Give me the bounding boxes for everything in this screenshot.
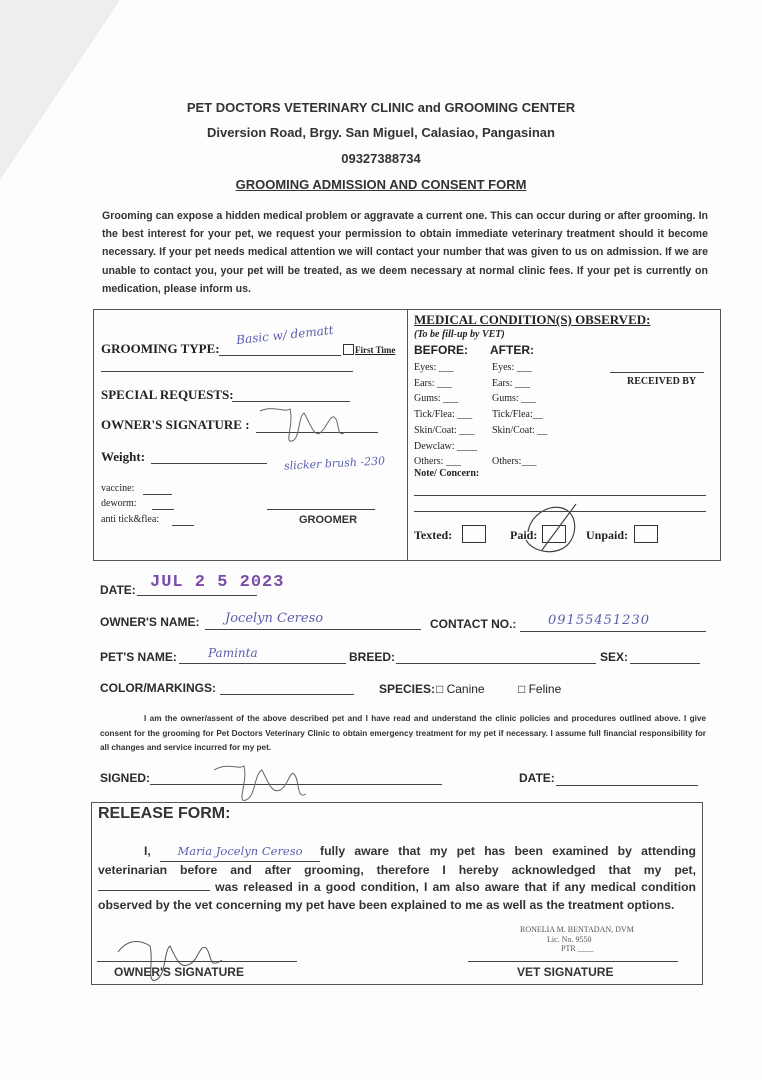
release-i: I, xyxy=(144,844,151,858)
owner-name-value: Jocelyn Cereso xyxy=(225,611,324,626)
sex-line[interactable] xyxy=(630,663,700,664)
groomer-label: GROOMER xyxy=(299,514,358,526)
signed-date-label: DATE: xyxy=(519,771,555,785)
release-name-value: Maria Jocelyn Cereso xyxy=(160,843,320,862)
unpaid-label: Unpaid: xyxy=(586,528,629,542)
owner-name-line[interactable] xyxy=(205,629,421,630)
medical-subtitle: (To be fill-up by VET) xyxy=(414,329,505,340)
release-text-2: was released in a good condition, I am also aware that if any medical condition observed by the vet concerning my pet have been explained to me as well as the treatment options. xyxy=(98,880,696,912)
after-item: Eyes: ___ xyxy=(492,362,532,373)
clinic-phone: 09327388734 xyxy=(341,151,421,166)
vet-stamp-lic: Lic. No. 9550 xyxy=(547,934,592,944)
owner-signature-release-line[interactable] xyxy=(97,961,297,962)
before-item: Ears: ___ xyxy=(414,377,453,389)
texted-checkbox[interactable] xyxy=(462,525,486,543)
before-item: Dewclaw: ____ xyxy=(414,440,478,452)
before-label: BEFORE: xyxy=(414,343,468,357)
grooming-type-label: GROOMING TYPE: xyxy=(101,341,220,356)
before-item: Gums: ___ xyxy=(414,393,459,405)
pet-name-line[interactable] xyxy=(179,663,346,664)
signed-signature xyxy=(210,760,320,806)
release-paragraph xyxy=(98,843,696,914)
pet-name-value: Paminta xyxy=(208,646,258,660)
owner-name-label: OWNER'S NAME: xyxy=(100,615,200,629)
after-list xyxy=(492,360,547,470)
vet-stamp xyxy=(520,925,634,954)
weight-label: Weight: xyxy=(101,449,146,464)
grooming-type-value: Basic w/ dematt xyxy=(235,322,335,348)
contact-label: CONTACT NO.: xyxy=(430,617,517,631)
before-item: Eyes: ___ xyxy=(414,362,454,373)
species-label: SPECIES: xyxy=(379,682,436,696)
after-item: Others:___ xyxy=(492,456,537,468)
contact-value: 09155451230 xyxy=(548,613,650,628)
vet-stamp-ptr: PTR ____ xyxy=(561,944,594,953)
vet-signature-line[interactable] xyxy=(468,961,678,962)
consent-paragraph xyxy=(100,712,706,756)
before-item: Others: ___ xyxy=(414,456,461,468)
after-item: Skin/Coat: __ xyxy=(492,424,548,436)
after-item: Tick/Flea:__ xyxy=(492,409,543,421)
before-list xyxy=(414,360,477,470)
clinic-name: PET DOCTORS VETERINARY CLINIC and GROOMING CENTER xyxy=(186,100,576,115)
first-time-label: First Time xyxy=(355,345,396,355)
breed-label: BREED: xyxy=(349,650,396,664)
texted-label: Texted: xyxy=(414,528,453,542)
owner-signature-scribble xyxy=(254,403,354,447)
signed-date-line[interactable] xyxy=(556,785,698,786)
date-label: DATE: xyxy=(100,583,136,597)
note-line-1[interactable] xyxy=(414,495,706,496)
release-owner-signature xyxy=(112,930,232,988)
first-time-checkbox[interactable] xyxy=(343,344,354,355)
box-divider xyxy=(407,309,408,561)
special-requests-line[interactable] xyxy=(232,401,350,402)
special-requests-label: SPECIAL REQUESTS: xyxy=(101,387,234,402)
grooming-type-line[interactable] xyxy=(219,355,341,356)
pet-name-label: PET'S NAME: xyxy=(100,650,177,664)
sex-label: SEX: xyxy=(600,650,629,664)
paid-check-mark xyxy=(518,500,582,560)
groomer-line[interactable] xyxy=(267,509,375,510)
after-item: Ears: ___ xyxy=(492,377,531,389)
signed-label: SIGNED: xyxy=(100,771,151,785)
before-item: Skin/Coat: ___ xyxy=(414,424,475,436)
clinic-address: Diversion Road, Brgy. San Miguel, Calasiao, Pangasinan xyxy=(207,125,555,140)
canine-option[interactable]: □ Canine xyxy=(436,682,485,696)
date-line[interactable] xyxy=(137,595,257,596)
form-title: GROOMING ADMISSION AND CONSENT FORM xyxy=(235,177,527,192)
weight-note: slicker brush -230 xyxy=(283,454,386,473)
release-text-1: fully aware that my pet has been examined by attending veterinarian before and after grooming, therefore I hereby acknowledged that my pet, xyxy=(98,844,696,877)
color-line[interactable] xyxy=(220,694,354,695)
after-label: AFTER: xyxy=(490,343,534,357)
feline-option[interactable]: □ Feline xyxy=(518,682,562,696)
anti-tick-line[interactable] xyxy=(172,525,194,526)
vet-signature-label: VET SIGNATURE xyxy=(517,965,614,979)
release-title: RELEASE FORM: xyxy=(98,805,231,822)
owner-signature-release-label: OWNER'S SIGNATURE xyxy=(114,965,244,979)
consent-text: I am the owner/assent of the above described pet and I have read and understand the clinic policies and procedures outlined above. I give consent for the grooming for Pet Doctors Veterinary Clinic to obtain emergency treatment for my pet if necessary. I assume full financial responsibility for all changes and service incurred for my pet. xyxy=(100,714,706,752)
deworm-label: deworm: xyxy=(101,498,137,509)
date-stamp: JUL 2 5 2023 xyxy=(150,573,285,592)
intro-paragraph: Grooming can expose a hidden medical problem or aggravate a current one. This can occur during or after grooming. In the best interest for your pet, we request your permission to obtain immediate veterinary treatment should it become necessary. If your pet needs medical attention we will contact your number that was given to us on admission. If we are unable to contact you, your pet will be treated, as we deem necessary at normal clinic fees. If your pet is currently on medication, please inform us. xyxy=(102,210,708,295)
vaccine-label: vaccine: xyxy=(101,483,135,494)
received-by-line[interactable] xyxy=(610,372,704,373)
vet-stamp-name: RONELIA M. BENTADAN, DVM xyxy=(520,925,634,934)
received-by-label: RECEIVED BY xyxy=(627,376,697,387)
vaccine-line[interactable] xyxy=(143,494,172,495)
release-pet-line[interactable] xyxy=(98,879,210,891)
grooming-type-line-2[interactable] xyxy=(101,371,353,372)
medical-title: MEDICAL CONDITION(S) OBSERVED: xyxy=(414,312,651,327)
owner-signature-label: OWNER'S SIGNATURE : xyxy=(101,417,250,432)
color-label: COLOR/MARKINGS: xyxy=(100,681,216,695)
after-item: Gums: ___ xyxy=(492,393,537,405)
paid-label: Paid: xyxy=(510,528,538,542)
contact-line[interactable] xyxy=(520,631,706,632)
breed-line[interactable] xyxy=(396,663,596,664)
unpaid-checkbox[interactable] xyxy=(634,525,658,543)
before-item: Tick/Flea: ___ xyxy=(414,409,473,421)
deworm-line[interactable] xyxy=(152,509,174,510)
anti-tick-label: anti tick&flea: xyxy=(101,514,160,525)
note-label: Note/ Concern: xyxy=(414,468,480,479)
weight-line[interactable] xyxy=(151,463,267,464)
